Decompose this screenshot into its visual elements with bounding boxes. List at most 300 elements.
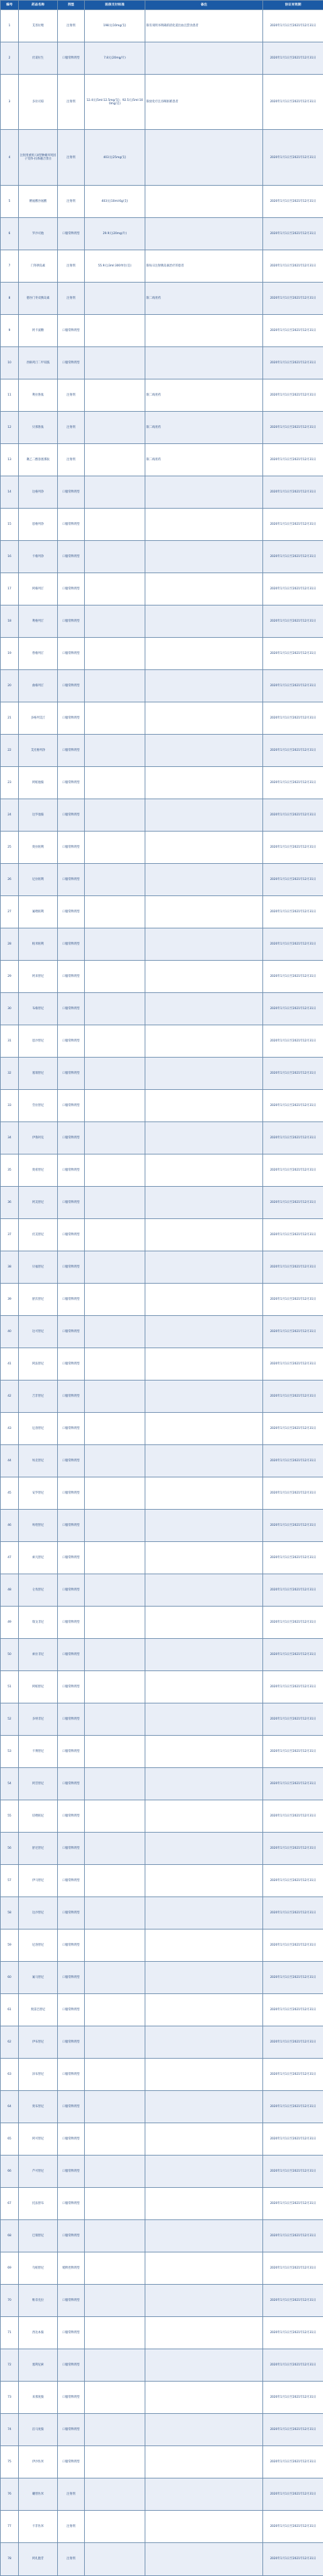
cell-number: 27: [1, 895, 19, 928]
cell-payment-standard: [85, 2413, 145, 2445]
cell-validity-period: 2020年1月1日至2021年12月31日: [263, 2219, 323, 2252]
table-row: [1, 1154, 323, 1186]
table-row: [1, 2349, 323, 2381]
cell-payment-standard: [85, 960, 145, 992]
cell-remarks: [145, 1638, 263, 1670]
cell-dosage-form: 口服常释剂型: [58, 799, 85, 831]
table-row: [1, 2155, 323, 2187]
cell-number: 57: [1, 1864, 19, 1897]
cell-number: 39: [1, 1283, 19, 1315]
cell-validity-period: 2020年1月1日至2021年12月31日: [263, 1412, 323, 1444]
table-row: [1, 282, 323, 314]
cell-drug-name: 舒尼替尼: [19, 1832, 58, 1864]
cell-remarks: 限二线用药: [145, 443, 263, 476]
cell-number: 38: [1, 1251, 19, 1283]
cell-dosage-form: 口服常释剂型: [58, 2155, 85, 2187]
cell-dosage-form: 口服常释剂型: [58, 669, 85, 702]
cell-dosage-form: 口服常释剂型: [58, 605, 85, 637]
cell-validity-period: 2020年1月1日至2021年12月31日: [263, 2349, 323, 2381]
table-row: [1, 1767, 323, 1800]
cell-remarks: [145, 2026, 263, 2058]
cell-number: 61: [1, 1993, 19, 2026]
cell-validity-period: 2020年1月1日至2021年12月31日: [263, 185, 323, 217]
cell-remarks: [145, 1929, 263, 1961]
cell-dosage-form: 口服常释剂型: [58, 1735, 85, 1767]
cell-payment-standard: [85, 637, 145, 669]
cell-number: 40: [1, 1315, 19, 1348]
cell-dosage-form: 口服常释剂型: [58, 1509, 85, 1541]
cell-drug-name: 阿来替尼: [19, 960, 58, 992]
cell-payment-standard: [85, 1380, 145, 1412]
cell-validity-period: 2020年1月1日至2021年12月31日: [263, 2445, 323, 2478]
cell-payment-standard: [85, 1864, 145, 1897]
cell-number: 45: [1, 1477, 19, 1509]
table-row: [1, 1315, 323, 1348]
cell-number: 18: [1, 605, 19, 637]
cell-payment-standard: [85, 346, 145, 379]
cell-drug-name: 阿扎胞苷: [19, 2542, 58, 2575]
cell-validity-period: 2020年1月1日至2021年12月31日: [263, 1993, 323, 2026]
table-row: [1, 1380, 323, 1412]
cell-dosage-form: 口服常释剂型: [58, 1897, 85, 1929]
cell-dosage-form: 口服常释剂型: [58, 1638, 85, 1670]
cell-payment-standard: [85, 508, 145, 540]
cell-remarks: [145, 1444, 263, 1477]
cell-payment-standard: [85, 1993, 145, 2026]
cell-number: 23: [1, 766, 19, 799]
cell-drug-name: 艾普拉唑: [19, 10, 58, 42]
cell-payment-standard: [85, 1186, 145, 1218]
cell-number: 12: [1, 411, 19, 443]
cell-validity-period: 2020年1月1日至2021年12月31日: [263, 1025, 323, 1057]
cell-number: 63: [1, 2058, 19, 2090]
cell-validity-period: 2020年1月1日至2021年12月31日: [263, 250, 323, 282]
table-row: [1, 960, 323, 992]
cell-remarks: [145, 42, 263, 75]
table-row: [1, 1509, 323, 1541]
table-row: [1, 2413, 323, 2445]
cell-remarks: [145, 130, 263, 185]
table-row: [1, 411, 323, 443]
cell-payment-standard: [85, 379, 145, 411]
cell-payment-standard: [85, 2155, 145, 2187]
cell-dosage-form: 口服常释剂型: [58, 314, 85, 346]
cell-drug-name: 伊鲁阿克: [19, 1121, 58, 1154]
cell-validity-period: 2020年1月1日至2021年12月31日: [263, 1606, 323, 1638]
cell-payment-standard: [85, 1509, 145, 1541]
table-row: [1, 1670, 323, 1703]
table-row: [1, 217, 323, 250]
cell-number: 28: [1, 928, 19, 960]
cell-validity-period: 2020年1月1日至2021年12月31日: [263, 960, 323, 992]
cell-validity-period: 2020年1月1日至2021年12月31日: [263, 2026, 323, 2058]
cell-drug-name: 伏美替尼: [19, 1218, 58, 1251]
column-header-validity-period: 协议有效期: [263, 1, 323, 10]
cell-validity-period: 2020年1月1日至2021年12月31日: [263, 10, 323, 42]
cell-remarks: [145, 605, 263, 637]
cell-number: 69: [1, 2252, 19, 2284]
cell-drug-name: 尼拉帕利: [19, 863, 58, 895]
cell-payment-standard: 198元(10mg/支): [85, 10, 145, 42]
table-row: [1, 573, 323, 605]
cell-number: 17: [1, 573, 19, 605]
cell-validity-period: 2020年1月1日至2021年12月31日: [263, 1800, 323, 1832]
table-row: [1, 2187, 323, 2219]
cell-drug-name: 达格列净: [19, 476, 58, 508]
cell-drug-name: 阿帕替尼: [19, 1670, 58, 1703]
cell-payment-standard: [85, 1251, 145, 1283]
cell-validity-period: 2020年1月1日至2021年12月31日: [263, 540, 323, 573]
cell-remarks: [145, 702, 263, 734]
cell-validity-period: 2020年1月1日至2021年12月31日: [263, 1154, 323, 1186]
cell-validity-period: 2020年1月1日至2021年12月31日: [263, 508, 323, 540]
cell-payment-standard: [85, 1025, 145, 1057]
cell-drug-name: 布格替尼: [19, 992, 58, 1025]
cell-drug-name: 奥布替尼: [19, 2090, 58, 2123]
cell-validity-period: 2020年1月1日至2021年12月31日: [263, 75, 323, 130]
cell-validity-period: 2020年1月1日至2021年12月31日: [263, 2155, 323, 2187]
cell-drug-name: 托法替布: [19, 2187, 58, 2219]
cell-drug-name: 培唑帕尼: [19, 1800, 58, 1832]
cell-validity-period: 2020年1月1日至2021年12月31日: [263, 2058, 323, 2090]
cell-number: 8: [1, 282, 19, 314]
cell-validity-period: 2020年1月1日至2021年12月31日: [263, 1315, 323, 1348]
table-row: [1, 2219, 323, 2252]
cell-number: 4: [1, 130, 19, 185]
cell-dosage-form: 口服常释剂型: [58, 2413, 85, 2445]
cell-payment-standard: [85, 1121, 145, 1154]
cell-number: 65: [1, 2123, 19, 2155]
cell-validity-period: 2020年1月1日至2021年12月31日: [263, 702, 323, 734]
cell-dosage-form: 注射剂: [58, 379, 85, 411]
cell-validity-period: 2020年1月1日至2021年12月31日: [263, 2187, 323, 2219]
cell-drug-name: 来那度胺: [19, 2381, 58, 2413]
cell-drug-name: 达可替尼: [19, 1315, 58, 1348]
cell-payment-standard: [85, 2478, 145, 2510]
cell-payment-standard: [85, 476, 145, 508]
cell-validity-period: 2020年1月1日至2021年12月31日: [263, 1121, 323, 1154]
cell-remarks: [145, 573, 263, 605]
cell-number: 14: [1, 476, 19, 508]
cell-remarks: [145, 1348, 263, 1380]
cell-number: 66: [1, 2155, 19, 2187]
cell-drug-name: 贝福替尼: [19, 1251, 58, 1283]
cell-number: 72: [1, 2349, 19, 2381]
cell-dosage-form: 口服常释剂型: [58, 831, 85, 863]
cell-drug-name: 精氨酸谷氨酸: [19, 185, 58, 217]
cell-remarks: [145, 669, 263, 702]
cell-number: 78: [1, 2542, 19, 2575]
cell-number: 36: [1, 1186, 19, 1218]
table-row: [1, 1186, 323, 1218]
cell-drug-name: 氟唑帕利: [19, 895, 58, 928]
cell-number: 34: [1, 1121, 19, 1154]
cell-payment-standard: [85, 1606, 145, 1638]
cell-payment-standard: 55.9元(3ml:300单位/支): [85, 250, 145, 282]
cell-drug-name: 阿帕他胺: [19, 766, 58, 799]
cell-dosage-form: 口服常释剂型: [58, 2187, 85, 2219]
cell-number: 19: [1, 637, 19, 669]
cell-payment-standard: [85, 1767, 145, 1800]
cell-dosage-form: 注射剂: [58, 250, 85, 282]
cell-validity-period: 2020年1月1日至2021年12月31日: [263, 1283, 323, 1315]
cell-number: 73: [1, 2381, 19, 2413]
cell-dosage-form: 口服常释剂型: [58, 573, 85, 605]
table-row: [1, 2542, 323, 2575]
cell-number: 11: [1, 379, 19, 411]
table-row: [1, 1735, 323, 1767]
cell-payment-standard: [85, 443, 145, 476]
cell-remarks: [145, 2058, 263, 2090]
cell-payment-standard: [85, 2445, 145, 2478]
cell-validity-period: 2020年1月1日至2021年12月31日: [263, 2510, 323, 2542]
cell-dosage-form: 口服常释剂型: [58, 1800, 85, 1832]
cell-validity-period: 2020年1月1日至2021年12月31日: [263, 573, 323, 605]
cell-validity-period: 2020年1月1日至2021年12月31日: [263, 2381, 323, 2413]
cell-payment-standard: [85, 2219, 145, 2252]
cell-payment-standard: [85, 2090, 145, 2123]
table-row: [1, 443, 323, 476]
cell-number: 46: [1, 1509, 19, 1541]
table-row: [1, 1283, 323, 1315]
cell-number: 44: [1, 1444, 19, 1477]
cell-validity-period: 2020年1月1日至2021年12月31日: [263, 1541, 323, 1574]
cell-remarks: [145, 2349, 263, 2381]
table-row: [1, 2058, 323, 2090]
cell-number: 51: [1, 1670, 19, 1703]
table-row: [1, 799, 323, 831]
cell-drug-name: 罗沙司他: [19, 217, 58, 250]
table-row: [1, 1025, 323, 1057]
cell-number: 9: [1, 314, 19, 346]
cell-dosage-form: 口服常释剂型: [58, 2349, 85, 2381]
column-header-drug-name: 药品名称: [19, 1, 58, 10]
cell-remarks: [145, 1315, 263, 1348]
cell-number: 49: [1, 1606, 19, 1638]
cell-dosage-form: 口服常释剂型: [58, 1025, 85, 1057]
cell-dosage-form: 注射剂: [58, 2510, 85, 2542]
cell-drug-name: 曲格列汀: [19, 669, 58, 702]
table-row: [1, 540, 323, 573]
table-row: [1, 702, 323, 734]
cell-drug-name: 安罗替尼: [19, 1477, 58, 1509]
cell-drug-name: 埃克替尼: [19, 1444, 58, 1477]
cell-dosage-form: 口服常释剂型: [58, 476, 85, 508]
table-row: [1, 42, 323, 75]
cell-payment-standard: [85, 1670, 145, 1703]
cell-dosage-form: 口服常释剂型: [58, 1703, 85, 1735]
cell-dosage-form: 口服常释剂型: [58, 2090, 85, 2123]
cell-remarks: [145, 1121, 263, 1154]
cell-remarks: [145, 1025, 263, 1057]
cell-validity-period: 2020年1月1日至2021年12月31日: [263, 863, 323, 895]
table-row: [1, 2284, 323, 2316]
table-row: [1, 346, 323, 379]
cell-number: 15: [1, 508, 19, 540]
cell-dosage-form: 注射剂: [58, 75, 85, 130]
cell-validity-period: 2020年1月1日至2021年12月31日: [263, 443, 323, 476]
cell-number: 20: [1, 669, 19, 702]
cell-drug-name: 尼洛替尼: [19, 1929, 58, 1961]
cell-number: 70: [1, 2284, 19, 2316]
cell-number: 71: [1, 2316, 19, 2349]
cell-dosage-form: 口服常释剂型: [58, 1767, 85, 1800]
cell-payment-standard: [85, 1897, 145, 1929]
cell-dosage-form: 注射剂: [58, 282, 85, 314]
column-header-dosage-form: 剂型: [58, 1, 85, 10]
cell-remarks: [145, 637, 263, 669]
table-row: [1, 1348, 323, 1380]
cell-number: 25: [1, 831, 19, 863]
cell-payment-standard: [85, 734, 145, 766]
cell-dosage-form: 注射剂: [58, 411, 85, 443]
cell-drug-name: 西格列汀二甲双胍: [19, 346, 58, 379]
cell-drug-name: 索拉非尼: [19, 1638, 58, 1670]
cell-drug-name: 吉非替尼: [19, 1380, 58, 1412]
cell-payment-standard: [85, 2542, 145, 2575]
table-body: [1, 10, 323, 2576]
table-row: [1, 1121, 323, 1154]
cell-number: 10: [1, 346, 19, 379]
cell-remarks: [145, 1477, 263, 1509]
cell-number: 50: [1, 1638, 19, 1670]
cell-dosage-form: 口服常释剂型: [58, 1574, 85, 1606]
cell-payment-standard: [85, 1089, 145, 1121]
cell-payment-standard: [85, 1154, 145, 1186]
cell-dosage-form: 口服常释剂型: [58, 1606, 85, 1638]
cell-drug-name: 硼替佐米: [19, 2478, 58, 2510]
cell-payment-standard: [85, 1477, 145, 1509]
cell-remarks: [145, 346, 263, 379]
cell-drug-name: 聚乙二醇洛塞那肽: [19, 443, 58, 476]
table-row: [1, 2026, 323, 2058]
cell-drug-name: 多格列艾汀: [19, 702, 58, 734]
table-row: [1, 508, 323, 540]
cell-dosage-form: 口服常释剂型: [58, 346, 85, 379]
cell-remarks: [145, 2316, 263, 2349]
cell-dosage-form: 口服常释剂型: [58, 217, 85, 250]
cell-drug-name: 阿格列汀: [19, 573, 58, 605]
cell-validity-period: 2020年1月1日至2021年12月31日: [263, 895, 323, 928]
cell-dosage-form: 口服常释剂型: [58, 895, 85, 928]
table-row: [1, 185, 323, 217]
cell-number: 58: [1, 1897, 19, 1929]
cell-remarks: [145, 831, 263, 863]
table-row: [1, 1477, 323, 1509]
cell-number: 74: [1, 2413, 19, 2445]
cell-payment-standard: 29.9元(20mg/片): [85, 217, 145, 250]
cell-remarks: [145, 1380, 263, 1412]
cell-validity-period: 2020年1月1日至2021年12月31日: [263, 2090, 323, 2123]
cell-number: 35: [1, 1154, 19, 1186]
cell-number: 59: [1, 1929, 19, 1961]
cell-payment-standard: [85, 282, 145, 314]
cell-dosage-form: 口服常释剂型: [58, 1380, 85, 1412]
table-row: [1, 2381, 323, 2413]
cell-validity-period: 2020年1月1日至2021年12月31日: [263, 2284, 323, 2316]
cell-number: 43: [1, 1412, 19, 1444]
cell-dosage-form: 口服常释剂型: [58, 2123, 85, 2155]
cell-drug-name: 芦可替尼: [19, 2155, 58, 2187]
table-row: [1, 1057, 323, 1089]
cell-drug-name: 乌帕替尼: [19, 2252, 58, 2284]
cell-drug-name: 塞瑞替尼: [19, 1057, 58, 1089]
cell-remarks: [145, 1574, 263, 1606]
cell-drug-name: 阿卡波糖: [19, 314, 58, 346]
cell-remarks: 限有说明书明确的消化道出血且禁食患者: [145, 10, 263, 42]
cell-drug-name: 伏诺拉生: [19, 42, 58, 75]
cell-number: 29: [1, 960, 19, 992]
cell-dosage-form: 注射剂: [58, 2542, 85, 2575]
cell-dosage-form: 注射剂: [58, 2478, 85, 2510]
cell-dosage-form: 口服常释剂型: [58, 637, 85, 669]
table-row: [1, 10, 323, 42]
cell-validity-period: 2020年1月1日至2021年12月31日: [263, 2316, 323, 2349]
cell-remarks: [145, 1832, 263, 1864]
cell-dosage-form: 口服常释剂型: [58, 1541, 85, 1574]
table-row: [1, 2510, 323, 2542]
cell-drug-name: 艾托格列净: [19, 734, 58, 766]
cell-payment-standard: 403元(10ml:6g/支): [85, 185, 145, 217]
cell-validity-period: 2020年1月1日至2021年12月31日: [263, 1864, 323, 1897]
cell-dosage-form: 注射剂: [58, 185, 85, 217]
cell-number: 56: [1, 1832, 19, 1864]
cell-validity-period: 2020年1月1日至2021年12月31日: [263, 2542, 323, 2575]
cell-drug-name: 卡非佐米: [19, 2510, 58, 2542]
cell-dosage-form: 口服常释剂型: [58, 1412, 85, 1444]
cell-payment-standard: [85, 1574, 145, 1606]
cell-drug-name: 贝那鲁肽: [19, 411, 58, 443]
cell-number: 42: [1, 1380, 19, 1412]
cell-dosage-form: 口服常释剂型: [58, 2026, 85, 2058]
cell-validity-period: 2020年1月1日至2021年12月31日: [263, 314, 323, 346]
cell-number: 55: [1, 1800, 19, 1832]
cell-drug-name: 帕米帕利: [19, 928, 58, 960]
cell-payment-standard: [85, 895, 145, 928]
cell-payment-standard: [85, 1348, 145, 1380]
cell-drug-name: 奥雷巴替尼: [19, 1993, 58, 2026]
cell-remarks: [145, 1089, 263, 1121]
cell-remarks: [145, 2252, 263, 2284]
table-row: [1, 1218, 323, 1251]
table-row: [1, 766, 323, 799]
cell-dosage-form: 口服常释剂型: [58, 1348, 85, 1380]
cell-drug-name: 多纳非尼: [19, 1703, 58, 1735]
cell-number: 37: [1, 1218, 19, 1251]
cell-drug-name: 替格列汀: [19, 637, 58, 669]
cell-payment-standard: [85, 1218, 145, 1251]
cell-dosage-form: 注射剂: [58, 130, 85, 185]
cell-payment-standard: [85, 2123, 145, 2155]
cell-number: 3: [1, 75, 19, 130]
table-row: [1, 2123, 323, 2155]
table-row: [1, 863, 323, 895]
cell-drug-name: 泽布替尼: [19, 2058, 58, 2090]
table-row: [1, 130, 323, 185]
cell-remarks: 限二线用药: [145, 379, 263, 411]
cell-validity-period: 2020年1月1日至2021年12月31日: [263, 2478, 323, 2510]
cell-remarks: [145, 2123, 263, 2155]
cell-dosage-form: 口服常释剂型: [58, 1832, 85, 1864]
cell-remarks: [145, 508, 263, 540]
cell-remarks: 限二线用药: [145, 282, 263, 314]
cell-dosage-form: 口服常释剂型: [58, 508, 85, 540]
table-row: [1, 314, 323, 346]
cell-validity-period: 2020年1月1日至2021年12月31日: [263, 379, 323, 411]
cell-validity-period: 2020年1月1日至2021年12月31日: [263, 130, 323, 185]
cell-validity-period: 2020年1月1日至2021年12月31日: [263, 1089, 323, 1121]
cell-remarks: [145, 2381, 263, 2413]
